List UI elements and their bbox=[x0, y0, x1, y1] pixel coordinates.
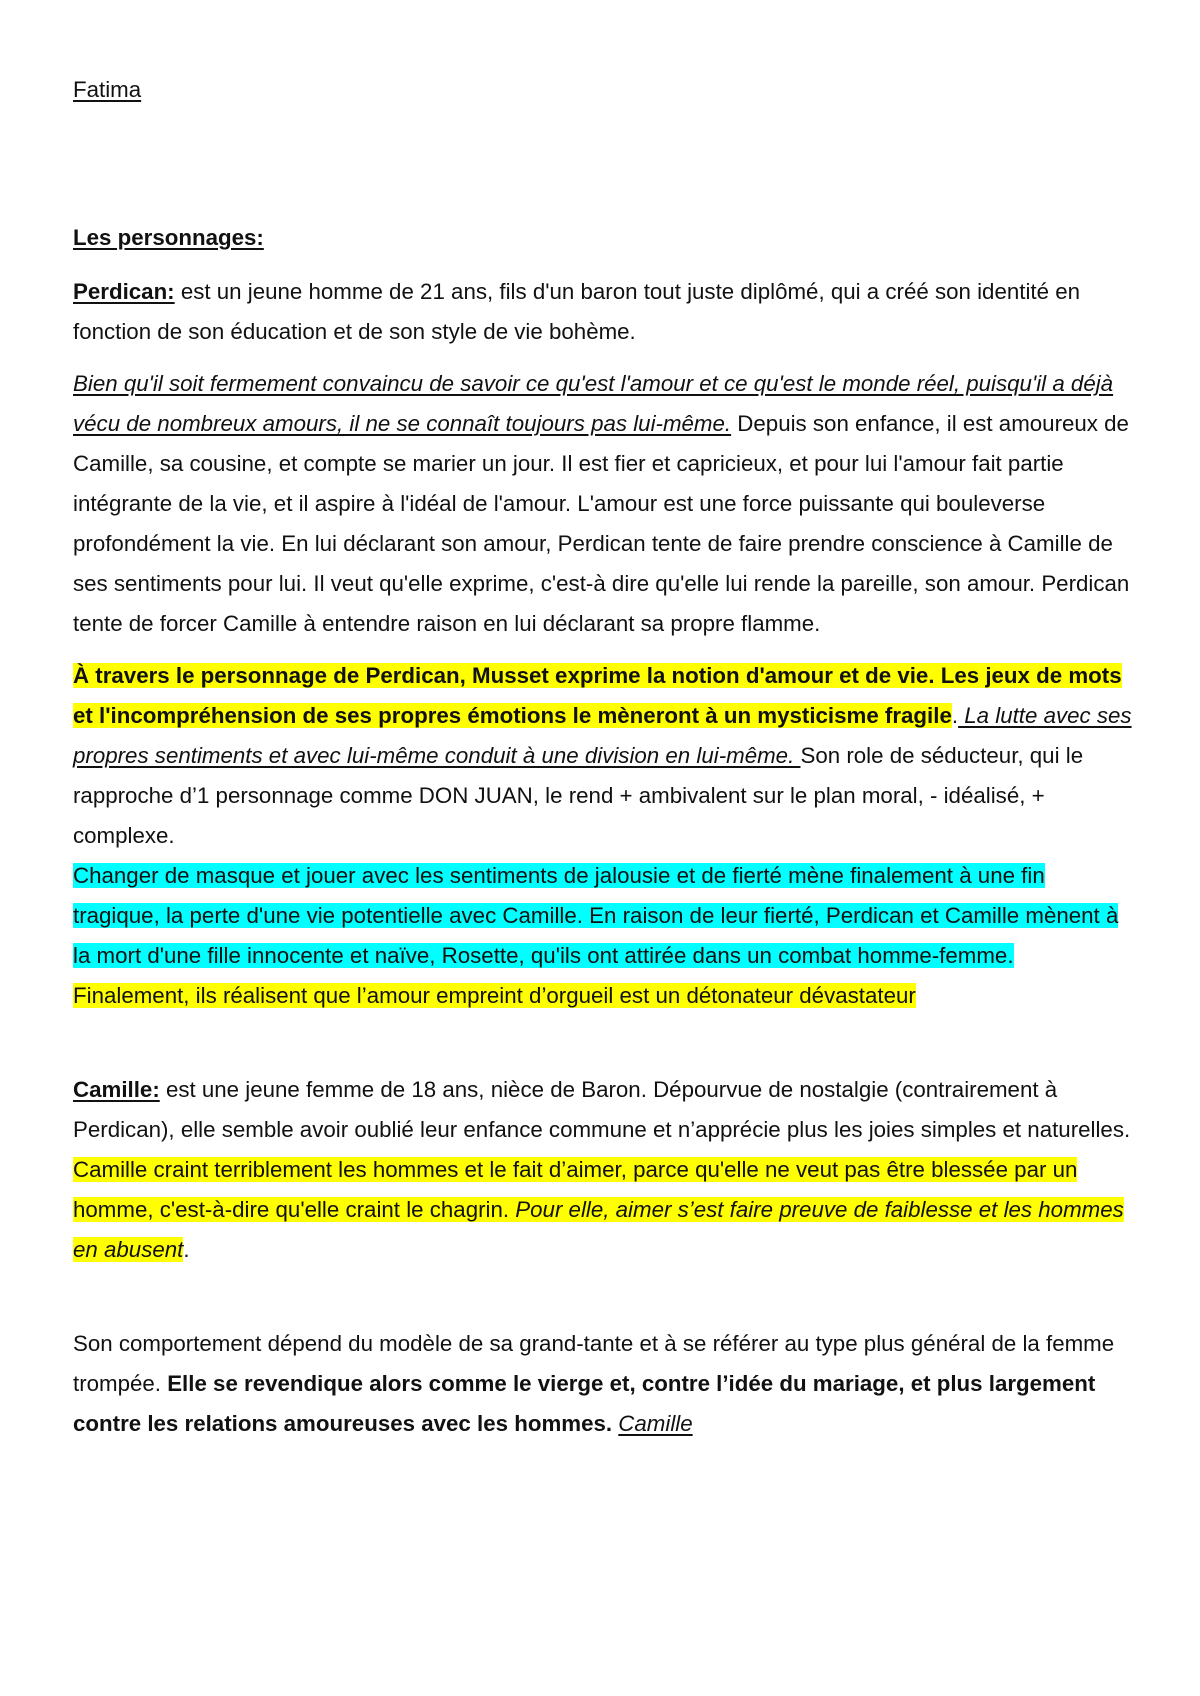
author-name: Fatima bbox=[73, 77, 142, 102]
spacer bbox=[73, 110, 1133, 218]
camille-yellow-plain: Camille craint terriblement les hommes et le fait d’aimer, parce qu'elle ne veut pas être blessée par un homme, c'est-à-dire qu'elle craint le chagrin. bbox=[73, 1157, 1078, 1222]
spacer bbox=[73, 352, 1133, 364]
camille-behavior-paragraph bbox=[73, 1324, 1133, 1444]
perdican-name: Perdican: bbox=[73, 279, 175, 304]
perdican-cyan-highlight: Changer de masque et jouer avec les sentiments de jalousie et de fierté mène finalement à une fin tragique, la perte d'une vie potentielle avec Camille. En raison de leur fierté, Perdican et Camille mènent à la mort d'une fille innocente et naïve, Rosette, qu'ils ont attirée dans un combat homme-femme. bbox=[73, 863, 1119, 968]
camille-intro-paragraph bbox=[73, 1070, 1133, 1270]
perdican-description-paragraph bbox=[73, 364, 1133, 644]
spacer bbox=[73, 1270, 1133, 1324]
camille-intro-text: est une jeune femme de 18 ans, nièce de Baron. Dépourvue de nostalgie (contrairement à Perdican), elle semble avoir oublié leur enfance commune et n’apprécie plus les joies simples et naturelles. bbox=[73, 1077, 1131, 1142]
camille-trailing-name: Camille bbox=[618, 1411, 693, 1436]
camille-period: . bbox=[183, 1237, 190, 1262]
spacer bbox=[73, 1016, 1133, 1070]
section-heading bbox=[73, 218, 1133, 258]
perdican-underlined-italic: Bien qu'il soit fermement convaincu de savoir ce qu'est l'amour et ce qu'est le monde réel, puisqu'il a déjà vécu de nombreux amours, il ne se connaît toujours pas lui-même. bbox=[73, 371, 1114, 436]
perdican-seducteur-text: Son role de séducteur, qui le rapproche d’1 personnage comme DON JUAN, le rend + ambivalent sur le plan moral, - idéalisé, + complexe. bbox=[73, 743, 1084, 848]
spacer bbox=[73, 258, 1133, 272]
spacer bbox=[73, 644, 1133, 656]
perdican-yellow-end: Finalement, ils réalisent que l’amour empreint d’orgueil est un détonateur dévastateur bbox=[73, 983, 916, 1008]
perdican-italic-underlined: La lutte avec ses propres sentiments et avec lui-même conduit à une division en lui-même. bbox=[73, 703, 1132, 768]
perdican-intro-paragraph bbox=[73, 272, 1133, 352]
camille-yellow-italic: Pour elle, aimer s’est faire preuve de faiblesse et les hommes en abusent bbox=[73, 1197, 1124, 1262]
perdican-intro-text: est un jeune homme de 21 ans, fils d'un baron tout juste diplômé, qui a créé son identité en fonction de son éducation et de son style de vie bohème. bbox=[73, 279, 1081, 344]
camille-behavior-bold: Elle se revendique alors comme le vierge et, contre l’idée du mariage, et plus largement contre les relations amoureuses avec les hommes. bbox=[73, 1371, 1096, 1436]
perdican-description-text: Depuis son enfance, il est amoureux de Camille, sa cousine, et compte se marier un jour. Il est fier et capricieux, et pour lui l'amour fait partie intégrante de la vie, et il aspire à l'idéal de l'amour. L'amour est une force puissante qui bouleverse profondément la vie. En lui déclarant son amour, Perdican tente de faire prendre conscience à Camille de ses sentiments pour lui. Il veut qu'elle exprime, c'est-à dire qu'elle lui rende la pareille, son amour. Perdican tente de forcer Camille à entendre raison en lui déclarant sa propre flamme. bbox=[73, 411, 1130, 636]
perdican-period: . bbox=[951, 703, 959, 728]
camille-name: Camille: bbox=[73, 1077, 160, 1102]
document-body bbox=[73, 70, 1133, 1444]
author-line bbox=[73, 70, 1133, 110]
camille-behavior-text: Son comportement dépend du modèle de sa grand-tante et à se référer au type plus général de la femme trompée. bbox=[73, 1331, 1115, 1396]
section-heading-text: Les personnages: bbox=[73, 225, 264, 250]
perdican-analysis-paragraph bbox=[73, 656, 1133, 1016]
perdican-bold-highlight: À travers le personnage de Perdican, Musset exprime la notion d'amour et de vie. Les jeux de mots et l'incompréhension de ses propres émotions le mèneront à un mysticisme fragile bbox=[73, 663, 1122, 728]
